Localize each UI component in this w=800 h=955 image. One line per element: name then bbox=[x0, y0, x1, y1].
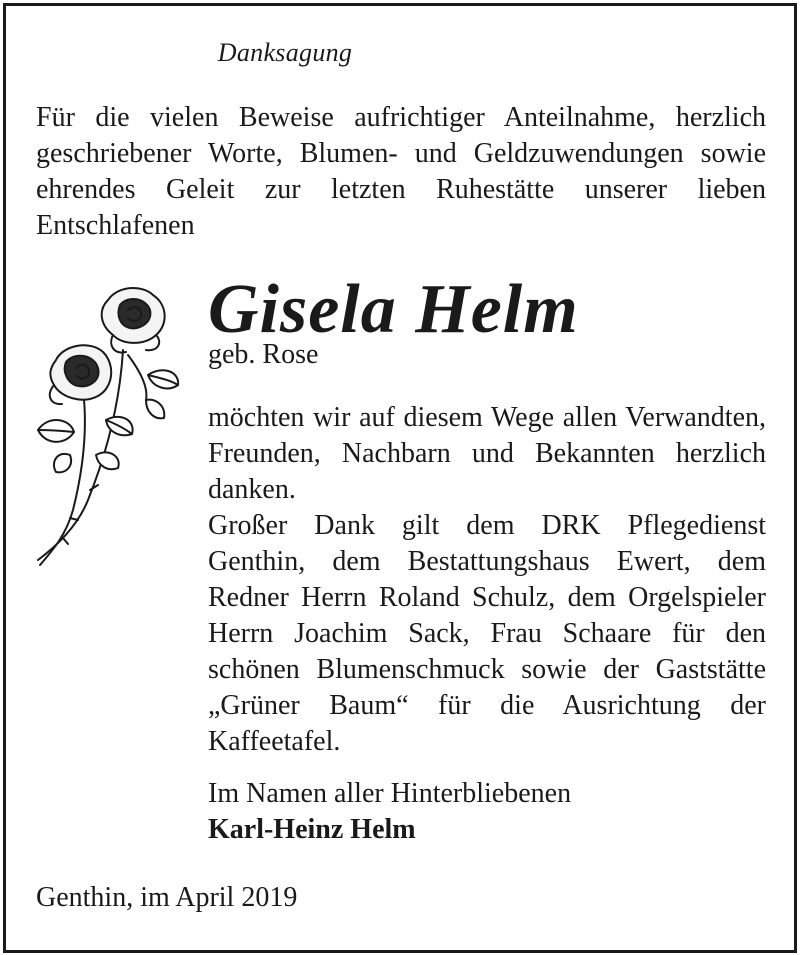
signer-name: Karl-Heinz Helm bbox=[208, 814, 416, 845]
intro-text: Für die vielen Beweise aufrichtiger Anteilnahme, herzlich geschriebener Worte, Blumen- und Geldzuwendungen sowie ehrendes Geleit zur letzten Ruhestätte unserer lieben Entschlafenen bbox=[36, 102, 766, 241]
on-behalf-line: Im Namen aller Hinterbliebenen bbox=[208, 778, 572, 809]
deceased-name: Gisela Helm bbox=[208, 271, 579, 348]
acknowledgements-paragraph: Großer Dank gilt dem DRK Pflegedienst Genthin, dem Bestattungshaus Ewert, dem Redner Herrn Roland Schulz, dem Orgelspieler Herrn Joachim Sack, Frau Schaare für den schönen Blumenschmuck sowie der Gaststätte „Grüner Baum“ für die Ausrichtung der Kaffeetafel. bbox=[208, 510, 766, 757]
thanks-text bbox=[208, 400, 766, 760]
thanks-paragraph: möchten wir auf diesem Wege allen Verwandten, Freunden, Nachbarn und Bekannten herzlich danken. bbox=[208, 402, 766, 505]
birth-name: geb. Rose bbox=[208, 339, 319, 370]
roses-icon bbox=[28, 280, 188, 580]
place-date: Genthin, im April 2019 bbox=[36, 882, 298, 913]
notice-heading: Danksagung bbox=[217, 38, 353, 67]
